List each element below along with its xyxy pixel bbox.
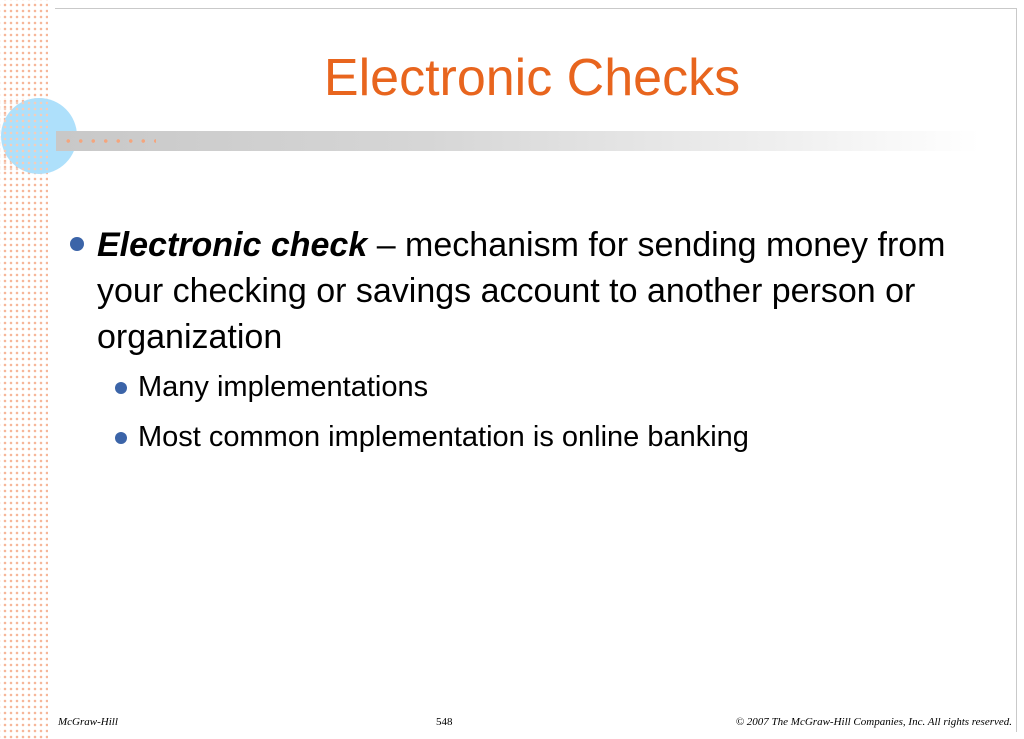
bullet-item bbox=[70, 222, 990, 360]
bullet-text bbox=[97, 222, 990, 360]
frame-top-line bbox=[55, 8, 1017, 9]
footer-page-number: 548 bbox=[436, 716, 453, 728]
footer-publisher: McGraw-Hill bbox=[58, 716, 118, 728]
sub-bullet-text: Most common implementation is online banking bbox=[138, 421, 749, 453]
title-bar-dots bbox=[62, 137, 156, 145]
sub-bullet-item bbox=[70, 368, 990, 418]
frame-right-line bbox=[1016, 8, 1017, 732]
sub-bullet-list bbox=[70, 368, 990, 468]
bullet-term: Electronic check bbox=[97, 226, 368, 264]
sub-bullet-dot-icon bbox=[115, 432, 127, 444]
title-underline-bar bbox=[56, 131, 980, 151]
slide-title: Electronic Checks bbox=[323, 49, 741, 107]
slide-content bbox=[70, 222, 990, 468]
footer-copyright: © 2007 The McGraw-Hill Companies, Inc. All rights reserved. bbox=[735, 716, 1012, 728]
bullet-definition: – mechanism for sending money from your checking or savings account to another person or organization bbox=[97, 226, 946, 356]
sub-bullet-text: Many implementations bbox=[138, 371, 429, 403]
bullet-dot-icon bbox=[70, 237, 84, 251]
sub-bullet-dot-icon bbox=[115, 382, 127, 394]
decorative-dot-overlay bbox=[0, 98, 48, 174]
sub-bullet-item bbox=[70, 418, 990, 468]
